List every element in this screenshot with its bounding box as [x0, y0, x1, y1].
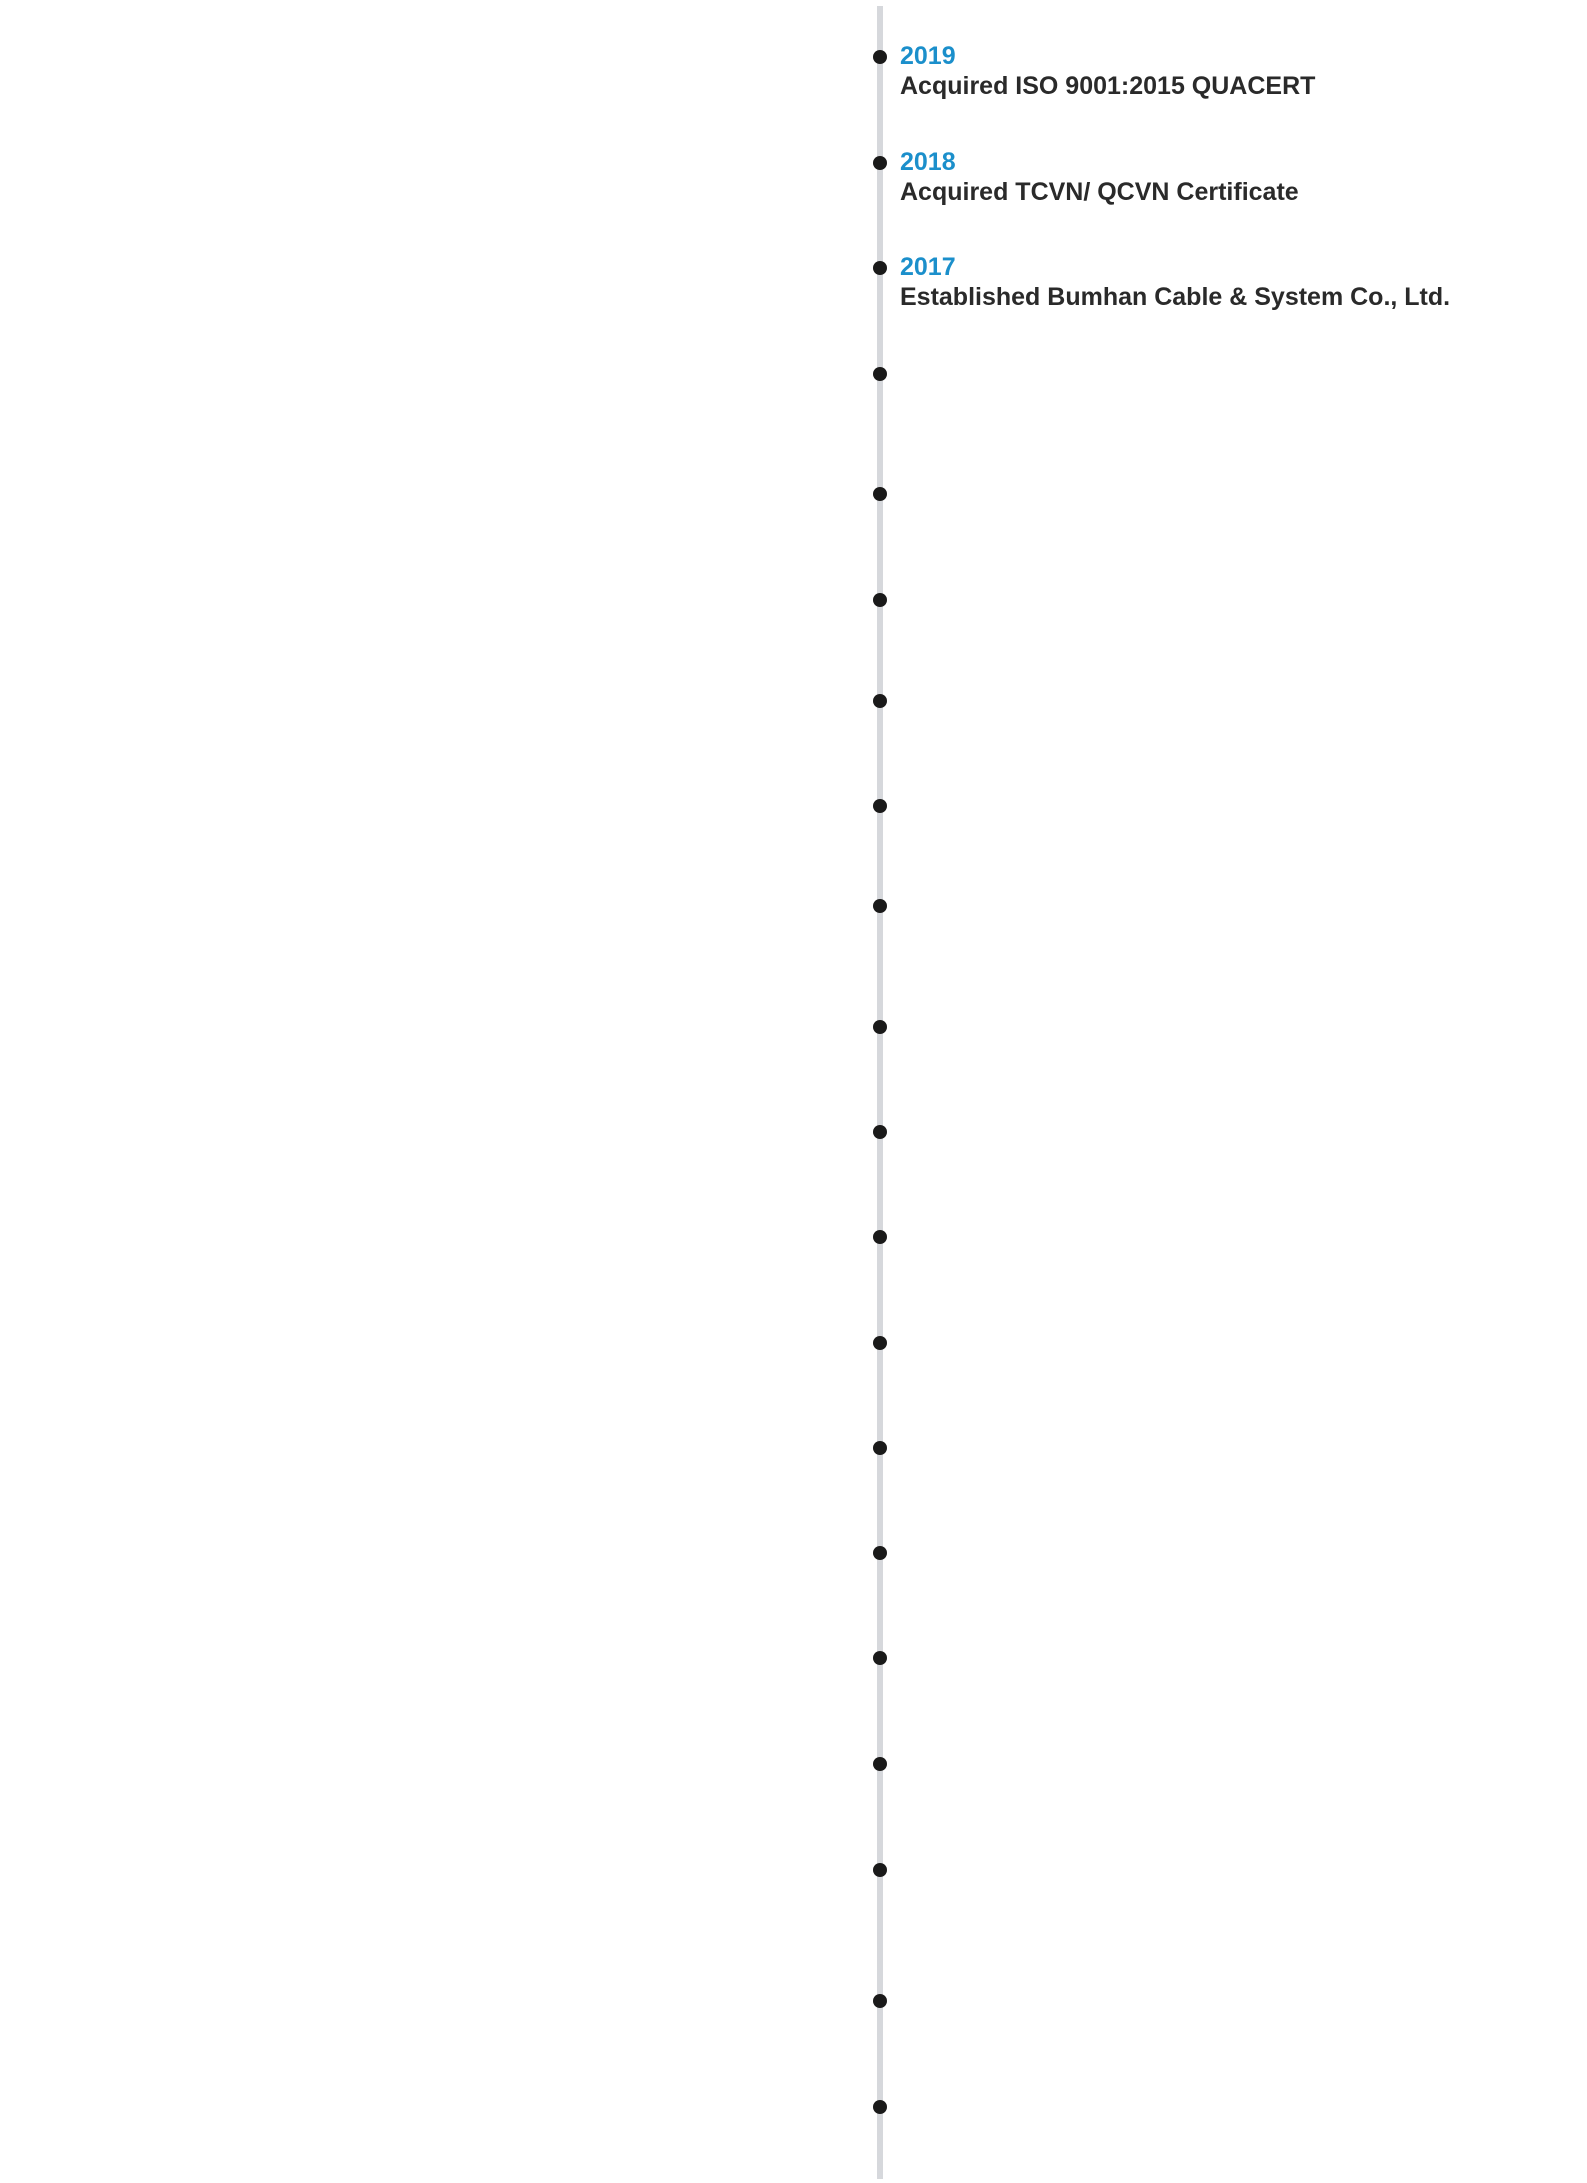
timeline-dot-icon — [873, 1651, 887, 1665]
timeline-dot-icon — [873, 156, 887, 170]
timeline-dot-icon — [873, 261, 887, 275]
timeline-dot-icon — [873, 799, 887, 813]
event-block — [900, 147, 1540, 207]
event-text: Acquired ISO 9001:2015 QUACERT — [900, 72, 1316, 100]
timeline-dot-icon — [873, 593, 887, 607]
timeline-dot-icon — [873, 1336, 887, 1350]
timeline-axis — [877, 6, 883, 2179]
timeline-dot-icon — [873, 1546, 887, 1560]
event-block — [900, 252, 1540, 312]
timeline-dot-icon — [873, 1441, 887, 1455]
timeline-dot-icon — [873, 1757, 887, 1771]
timeline-dot-icon — [873, 367, 887, 381]
timeline-dot-icon — [873, 1863, 887, 1877]
event-text: Established Bumhan Cable & System Co., Ltd. — [900, 283, 1451, 311]
timeline-dot-icon — [873, 899, 887, 913]
timeline-dot-icon — [873, 50, 887, 64]
timeline-dot-icon — [873, 1230, 887, 1244]
timeline-dot-icon — [873, 1125, 887, 1139]
event-year: 2019 — [900, 42, 956, 70]
event-year: 2017 — [900, 253, 956, 281]
event-year: 2018 — [900, 148, 956, 176]
timeline-dot-icon — [873, 694, 887, 708]
timeline-dot-icon — [873, 2100, 887, 2114]
timeline-dot-icon — [873, 1020, 887, 1034]
event-block — [900, 41, 1540, 101]
event-text: Acquired TCVN/ QCVN Certificate — [900, 178, 1299, 206]
timeline-dot-icon — [873, 1994, 887, 2008]
timeline-dot-icon — [873, 487, 887, 501]
